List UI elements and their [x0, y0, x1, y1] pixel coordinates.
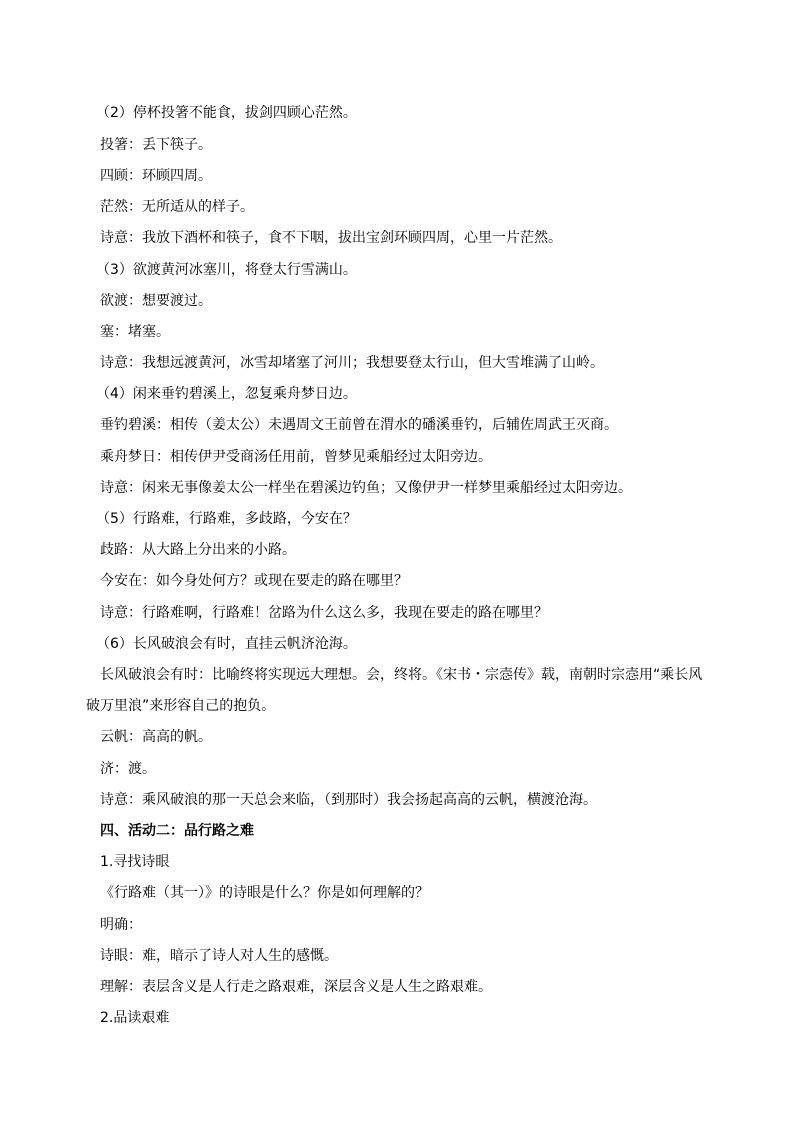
poem-line-5: （5）行路难，行路难，多歧路，今安在？ — [96, 511, 357, 527]
poem-meaning-line: 诗意：闲来无事像姜太公一样坐在碧溪边钓鱼；又像伊尹一样梦里乘船经过太阳旁边。 — [100, 480, 632, 496]
annotation-line: 乘舟梦日：相传伊尹受商汤任用前，曾梦见乘船经过太阳旁边。 — [100, 449, 492, 465]
answer-label: 明确： — [100, 917, 142, 933]
poem-meaning-line: 诗意：乘风破浪的那一天总会来临，（到那时）我会扬起高高的云帆，横渡沧海。 — [100, 792, 597, 808]
annotation-line: 歧路：从大路上分出来的小路。 — [100, 542, 296, 558]
poem-line-3: （3）欲渡黄河冰塞川，将登太行雪满山。 — [96, 262, 357, 278]
annotation-line: 投箸：丢下筷子。 — [100, 137, 212, 153]
annotation-line: 垂钓碧溪：相传（姜太公）未遇周文王前曾在渭水的磻溪垂钓，后辅佐周武王灭商。 — [100, 417, 618, 433]
answer-line: 诗眼：难，暗示了诗人对人生的感慨。 — [100, 948, 338, 964]
question-line: 《行路难（其一）》的诗眼是什么？你是如何理解的？ — [100, 885, 429, 901]
section-heading: 四、活动二：品行路之难 — [100, 823, 254, 839]
subsection-heading: 1.寻找诗眼 — [100, 854, 170, 870]
poem-meaning-line: 诗意：行路难啊，行路难！岔路为什么这么多，我现在要走的路在哪里？ — [100, 605, 548, 621]
poem-line-6: （6）长风破浪会有时，直挂云帆济沧海。 — [96, 636, 357, 652]
annotation-line: 今安在：如今身处何方？或现在要走的路在哪里？ — [100, 573, 408, 589]
poem-line-4: （4）闲来垂钓碧溪上，忽复乘舟梦日边。 — [96, 386, 357, 402]
annotation-line: 云帆：高高的帆。 — [100, 729, 212, 745]
poem-meaning-line: 诗意：我放下酒杯和筷子，食不下咽，拔出宝剑环顾四周，心里一片茫然。 — [100, 230, 562, 246]
annotation-line: 欲渡：想要渡过。 — [100, 293, 212, 309]
annotation-line: 济：渡。 — [100, 761, 156, 777]
poem-line-2: （2）停杯投箸不能食，拔剑四顾心茫然。 — [96, 105, 357, 121]
annotation-line-continued: 破万里浪”来形容自己的抱负。 — [86, 698, 276, 714]
annotation-line: 塞：堵塞。 — [100, 324, 170, 340]
annotation-line: 茫然：无所适从的样子。 — [100, 199, 254, 215]
subsection-heading: 2.品读艰难 — [100, 1010, 170, 1026]
answer-line: 理解：表层含义是人行走之路艰难，深层含义是人生之路艰难。 — [100, 979, 492, 995]
poem-meaning-line: 诗意：我想远渡黄河，冰雪却堵塞了河川；我想要登太行山，但大雪堆满了山岭。 — [100, 355, 604, 371]
annotation-line: 长风破浪会有时：比喻终将实现远大理想。会，终将。《宋书・宗悫传》载，南朝时宗悫用“乘长风 — [100, 667, 703, 683]
annotation-line: 四顾：环顾四周。 — [100, 168, 212, 184]
